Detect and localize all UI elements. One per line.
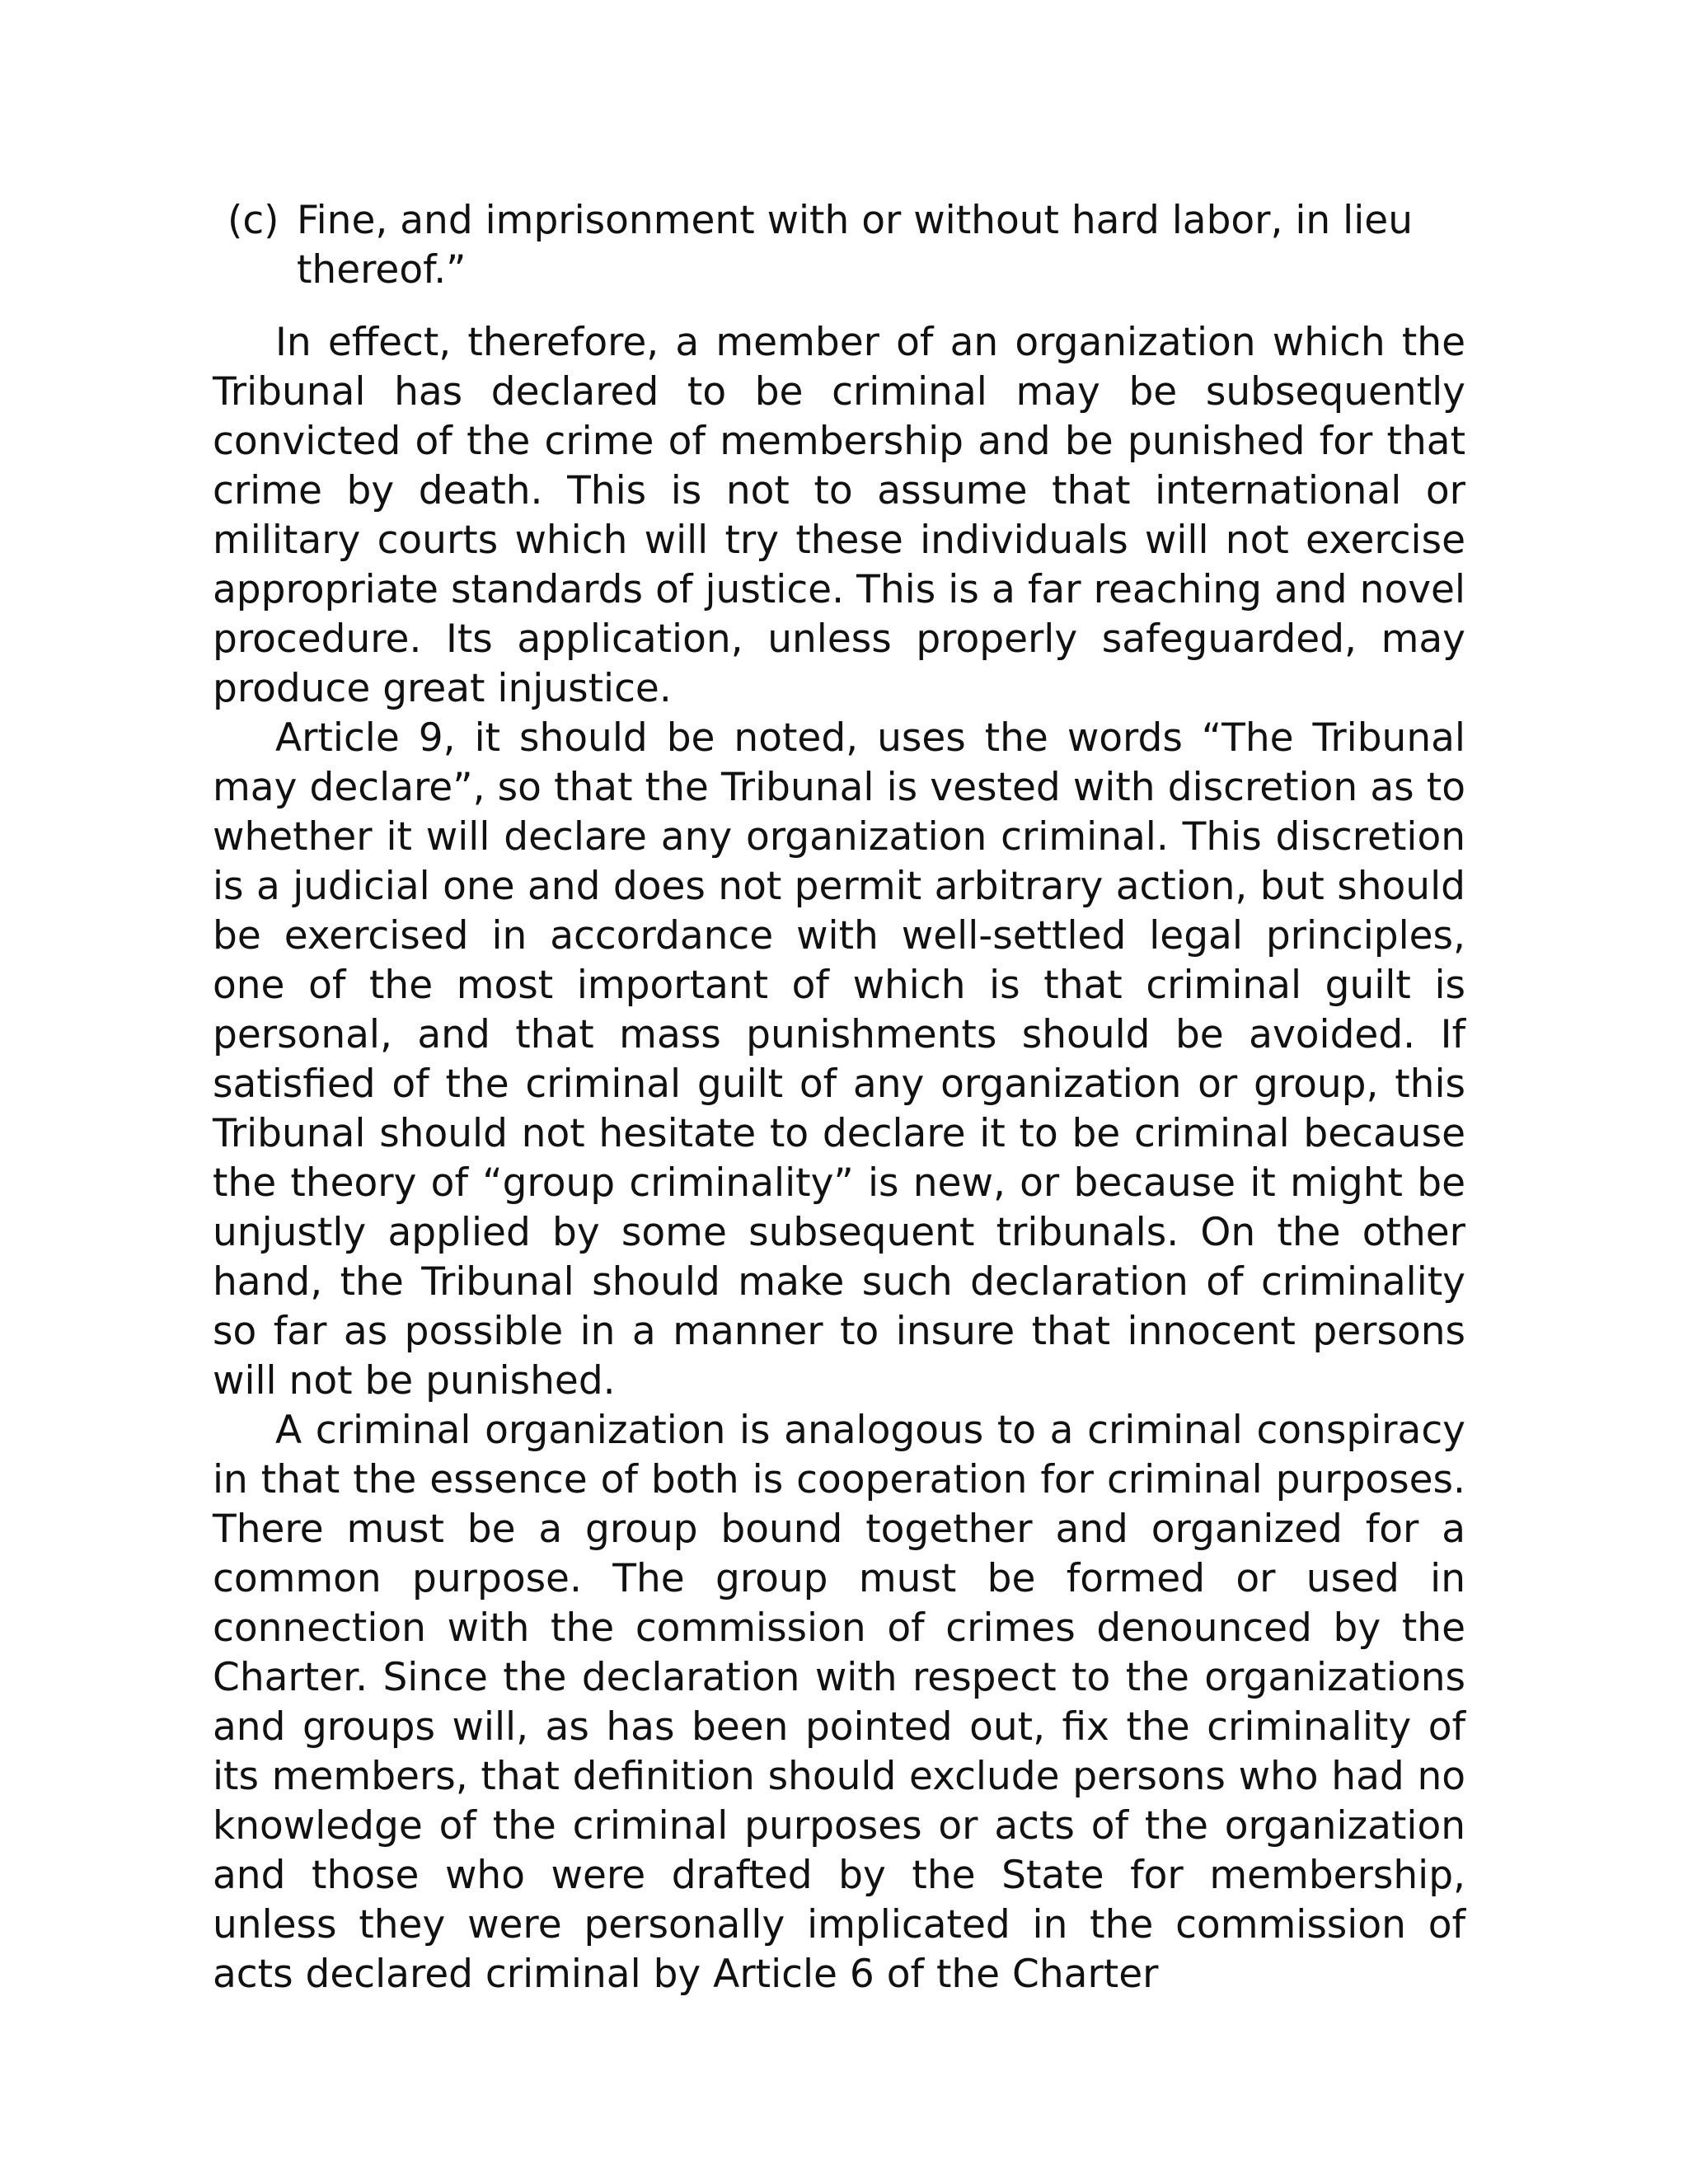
list-item-c <box>227 196 1465 295</box>
paragraph-2: Article 9, it should be noted, uses the words “The Tribunal may declare”, so that the Tribunal is vested with discretion as to whether it will declare any organization criminal. This discretion is a judicial one and does not permit arbitrary action, but should be exercised in accordance with well-settled legal principles, one of the most important of which is that criminal guilt is personal, and that mass punishments should be avoided. If satisfied of the criminal guilt of any organization or group, this Tribunal should not hesitate to declare it to be criminal because the theory of “group criminality” is new, or because it might be unjustly applied by some subsequent tribunals. On the other hand, the Tribunal should make such declaration of criminality so far as possible in a manner to insure that innocent persons will not be punished. <box>213 715 1465 1404</box>
paragraph-1: In effect, therefore, a member of an organization which the Tribunal has declared to be criminal may be subsequently convicted of the crime of membership and be punished for that crime by death. This is not to assume that international or military courts which will try these individuals will not exercise appropriate standards of justice. This is a far reaching and novel procedure. Its application, unless properly safeguarded, may produce great injustice. <box>213 320 1465 711</box>
list-item-text: Fine, and imprisonment with or without hard labor, in lieu thereof.” <box>297 198 1413 293</box>
paragraph-3: A criminal organization is analogous to a criminal conspiracy in that the essence of both is cooperation for criminal purposes. There must be a group bound together and organized for a common purpose. The group must be formed or used in connection with the commission of crimes denounced by the Charter. Since the declaration with respect to the organizations and groups will, as has been pointed out, fix the criminality of its members, that definition should exclude persons who had no knowledge of the criminal purposes or acts of the organization and those who were drafted by the State for membership, unless they were personally implicated in the commission of acts declared criminal by Article 6 of the Charter <box>213 1408 1465 1997</box>
list-marker: (c) <box>227 198 279 243</box>
document-page <box>213 196 1465 1999</box>
